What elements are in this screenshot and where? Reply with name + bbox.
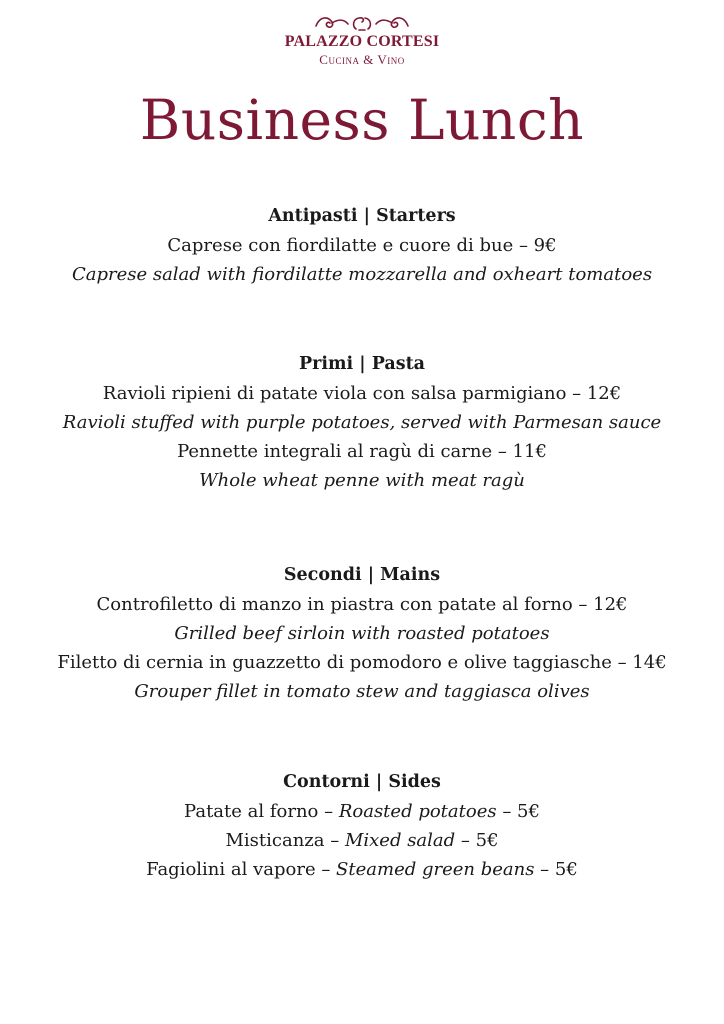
section-antipasti (0, 202, 724, 289)
side-item-italian: Fagiolini al vapore – (146, 859, 337, 880)
menu-item-english: Caprese salad with fiordilatte mozzarella and oxheart tomatoes (71, 264, 653, 285)
side-item-english: Roasted potatoes (338, 801, 497, 822)
menu-item-english: Grouper fillet in tomato stew and taggiasca olives (134, 681, 590, 702)
logo-tagline: Cucina & Vino (319, 52, 405, 67)
page-title: Business Lunch (139, 88, 585, 152)
side-item-english: Steamed green beans (336, 859, 535, 880)
side-item-italian: Patate al forno – (184, 801, 339, 822)
section-primi (0, 350, 724, 495)
logo-ornament-icon (312, 14, 412, 32)
menu-item-english: Grilled beef sirloin with roasted potatoes (174, 623, 550, 644)
side-item-price: – 5€ (496, 801, 540, 822)
menu-item-italian: Controfiletto di manzo in piastra con patate al forno – 12€ (96, 594, 628, 615)
logo-brand: PALAZZO CORTESI (284, 33, 440, 50)
section-heading: Contorni | Sides (283, 772, 441, 792)
side-item-price: – 5€ (534, 859, 578, 880)
section-contorni (0, 768, 724, 884)
section-heading: Antipasti | Starters (268, 206, 456, 226)
menu-item-italian: Filetto di cernia in guazzetto di pomodoro e olive taggiasche – 14€ (57, 652, 667, 673)
restaurant-logo (0, 14, 724, 68)
side-item-price: – 5€ (455, 830, 499, 851)
menu-item-italian: Ravioli ripieni di patate viola con salsa parmigiano – 12€ (102, 383, 622, 404)
side-item (0, 826, 724, 855)
menu-item-italian: Pennette integrali al ragù di carne – 11€ (177, 441, 547, 462)
section-heading: Primi | Pasta (298, 354, 426, 374)
menu-item-italian: Caprese con fiordilatte e cuore di bue – 9€ (167, 235, 557, 256)
side-item-italian: Misticanza – (225, 830, 345, 851)
section-secondi (0, 561, 724, 706)
side-item-english: Mixed salad (344, 830, 456, 851)
side-item (0, 797, 724, 826)
side-item (0, 855, 724, 884)
section-heading: Secondi | Mains (283, 565, 441, 585)
menu-item-english: Ravioli stuffed with purple potatoes, served with Parmesan sauce (62, 412, 662, 433)
menu-item-english: Whole wheat penne with meat ragù (199, 470, 525, 491)
